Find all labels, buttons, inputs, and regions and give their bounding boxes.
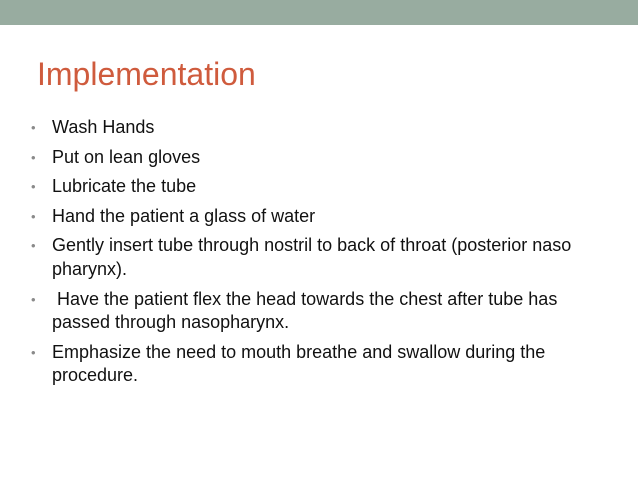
slide-title: Implementation <box>37 56 256 92</box>
bullet-text: Wash Hands <box>52 117 155 137</box>
bullet-icon: • <box>31 291 36 307</box>
bullet-icon: • <box>31 149 36 165</box>
bullet-item <box>31 341 616 388</box>
bullet-icon: • <box>31 344 36 360</box>
bullet-text: Hand the patient a glass of water <box>52 205 316 226</box>
slide-header-bar <box>0 0 638 25</box>
bullet-list <box>31 116 616 394</box>
bullet-item <box>31 205 616 229</box>
bullet-text: Gently insert tube through nostril to back of throat (posterior naso pharynx). <box>52 235 572 279</box>
bullet-icon: • <box>31 179 36 195</box>
bullet-icon: • <box>31 208 36 224</box>
bullet-icon: • <box>31 238 36 254</box>
bullet-item <box>31 234 616 281</box>
bullet-item <box>31 116 616 140</box>
bullet-text: Lubricate the tube <box>52 176 197 197</box>
bullet-icon: • <box>31 120 36 135</box>
bullet-item <box>31 288 616 335</box>
bullet-item <box>31 175 616 199</box>
bullet-item <box>31 146 616 170</box>
bullet-text: Have the patient flex the head towards the chest after tube has passed through nasopharynx. <box>52 288 558 333</box>
bullet-text: Emphasize the need to mouth breathe and swallow during the procedure. <box>52 341 546 386</box>
bullet-text: Put on lean gloves <box>52 146 201 167</box>
